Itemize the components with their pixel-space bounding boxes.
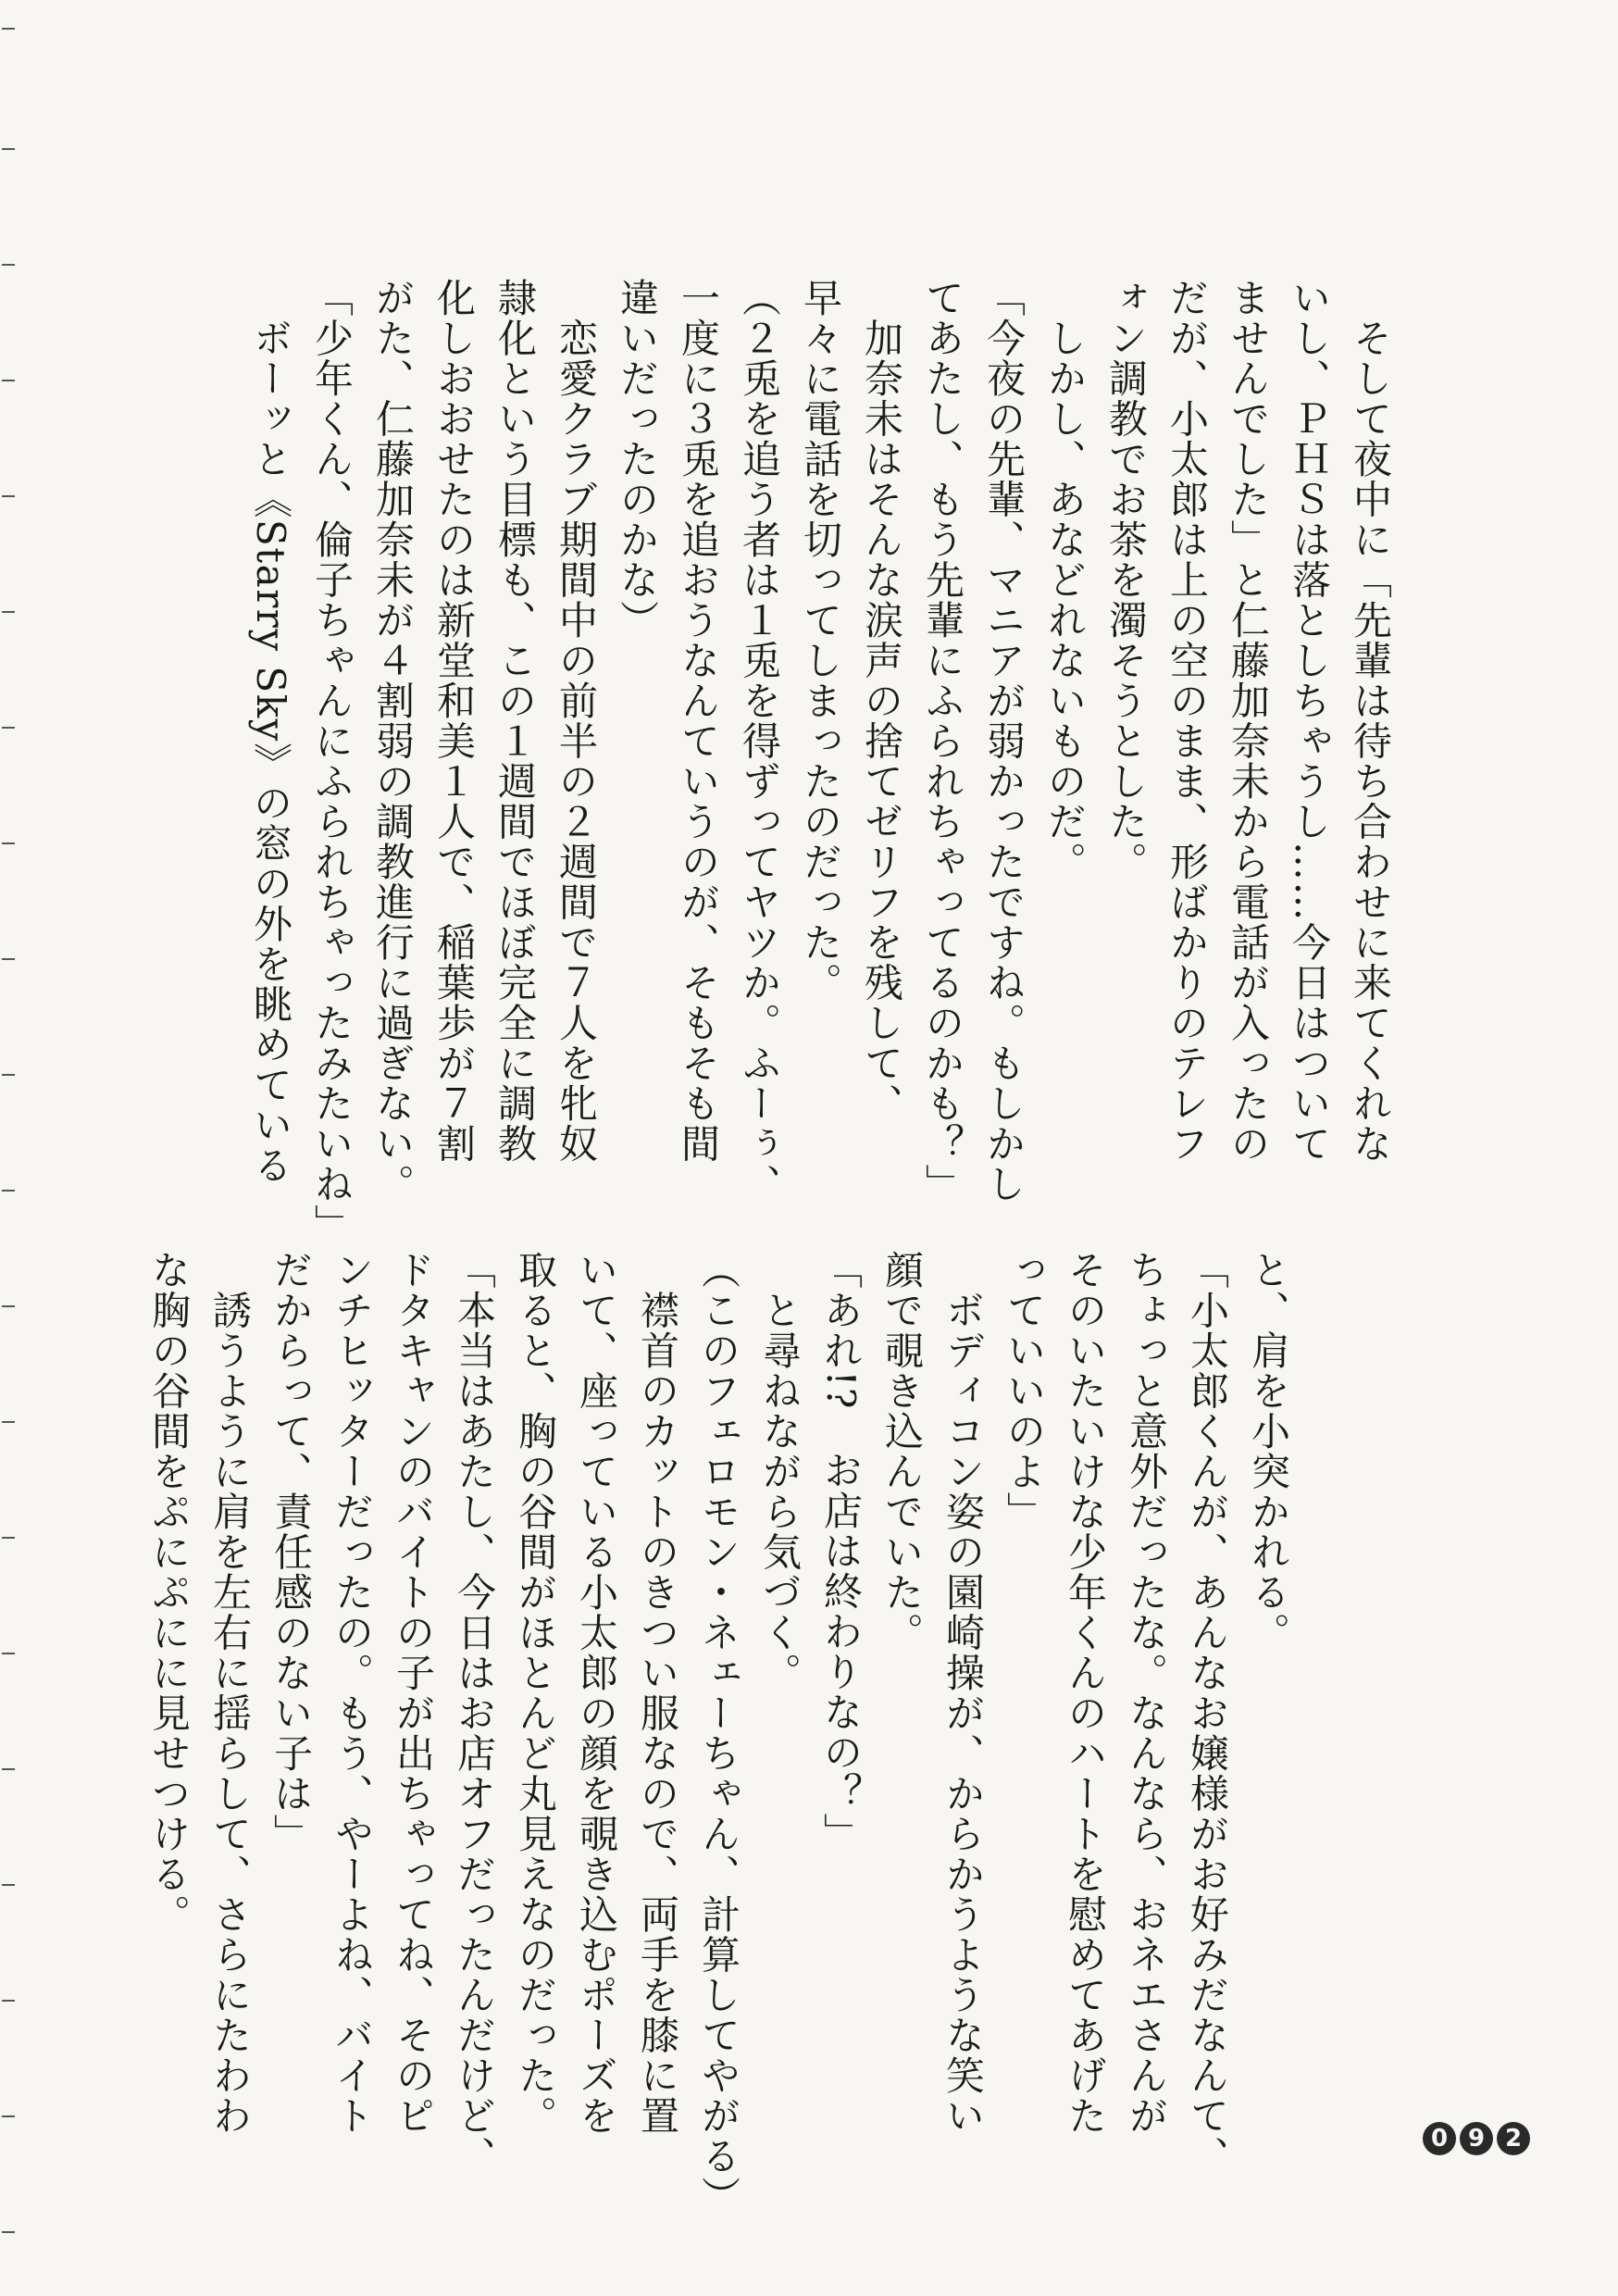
text-line: ンチヒッターだったの。もう、やーよね、バイト xyxy=(330,1250,375,2136)
text-line: 「小太郎くんが、あんなお嬢様がお好みだなんて、 xyxy=(1185,1250,1230,2177)
text-line: （２兎を追う者は１兎を得ずってヤツか。ふーぅ、 xyxy=(737,278,782,1204)
binding-mark xyxy=(2,1421,15,1423)
text-line: （このフェロモン・ネェーちゃん、計算してやがる） xyxy=(696,1250,741,2216)
text-line: 一度に３兎を追おうなんていうのが、そもそも間 xyxy=(676,278,721,1164)
text-line: と尋ねながら気づく。 xyxy=(757,1250,803,1693)
binding-mark xyxy=(2,842,15,844)
page-number-digit: 2 xyxy=(1497,2122,1530,2155)
text-line: そのいたいけな少年くんのハートを慰めてあげた xyxy=(1063,1250,1108,2136)
text-line: ォン調教でお茶を濁そうとした。 xyxy=(1103,278,1149,882)
text-line: 恋愛クラブ期間中の前半の２週間で７人を牝奴 xyxy=(554,278,599,1164)
text-line: っていいのよ」 xyxy=(1002,1250,1047,1532)
text-line: 誘うように肩を左右に揺らして、さらにたわわ xyxy=(207,1250,253,2136)
page-number-digit: 0 xyxy=(1423,2122,1456,2155)
text-line: だからって、責任感のない子は」 xyxy=(268,1250,314,1854)
binding-mark xyxy=(2,380,15,381)
text-line: 隷化という目標も、この１週間でほぼ完全に調教 xyxy=(492,278,538,1164)
binding-mark xyxy=(2,1074,15,1076)
binding-mark xyxy=(2,2231,15,2233)
text-line: だが、小太郎は上の空のまま、形ばかりのテレフ xyxy=(1164,278,1210,1164)
text-line: 「本当はあたし、今日はお店オフだったんだけど、 xyxy=(452,1250,497,2177)
binding-mark xyxy=(2,2000,15,2002)
text-line: 顔で覗き込んでいた。 xyxy=(879,1250,925,1653)
text-line: いて、座っている小太郎の顔を覗き込むポーズを xyxy=(574,1250,619,2136)
text-line: しかし、あなどれないものだ。 xyxy=(1042,278,1088,882)
binding-mark xyxy=(2,1305,15,1307)
page-number xyxy=(1423,2122,1530,2155)
binding-mark xyxy=(2,264,15,266)
binding-mark xyxy=(2,1768,15,1770)
binding-mark xyxy=(2,148,15,150)
binding-mark xyxy=(2,1653,15,1654)
text-line: な胸の谷間をぷにぷにに見せつける。 xyxy=(146,1250,192,1935)
text-line: いし、ＰＨＳは落としちゃうし……今日はついて xyxy=(1287,278,1332,1164)
binding-mark xyxy=(2,28,15,30)
page-number-digit: 9 xyxy=(1460,2122,1493,2155)
text-line: 違いだったのかな） xyxy=(615,278,660,641)
text-line: てあたし、もう先輩にふられちゃってるのかも？」 xyxy=(920,278,965,1204)
text-line: ちょっと意外だったな。なんなら、おネエさんが xyxy=(1124,1250,1169,2136)
text-line: そして夜中に「先輩は待ち合わせに来てくれな xyxy=(1348,278,1393,1164)
binding-mark xyxy=(2,727,15,729)
text-line: 「少年くん、倫子ちゃんにふられちゃったみたいね」 xyxy=(309,278,355,1244)
text-line: 早々に電話を切ってしまったのだった。 xyxy=(798,278,843,1003)
binding-mark xyxy=(2,2115,15,2117)
text-line: 化しおおせたのは新堂和美１人で、稲葉歩が７割 xyxy=(431,278,477,1164)
lower-text-block xyxy=(138,1250,1299,2216)
binding-mark xyxy=(2,1537,15,1539)
upper-text-block xyxy=(240,278,1400,1244)
binding-mark xyxy=(2,958,15,960)
binding-mark xyxy=(2,611,15,613)
text-line: ボーッと《Starry Sky》の窓の外を眺めている xyxy=(248,278,293,1186)
text-line: と、肩を小突かれる。 xyxy=(1246,1250,1291,1653)
text-line: ドタキャンのバイトの子が出ちゃってね、そのピ xyxy=(391,1250,436,2136)
text-line: 襟首のカットのきつい服なので、両手を膝に置 xyxy=(635,1250,680,2136)
text-line: がた、仁藤加奈未が４割弱の調教進行に過ぎない。 xyxy=(370,278,416,1204)
text-line: 加奈未はそんな涙声の捨てゼリフを残して、 xyxy=(859,278,904,1124)
binding-mark xyxy=(2,1190,15,1192)
text-line: 「あれ!? お店は終わりなの？」 xyxy=(818,1250,864,1853)
binding-mark xyxy=(2,1884,15,1886)
text-line: ませんでした」と仁藤加奈未から電話が入ったの xyxy=(1226,278,1271,1164)
binding-mark xyxy=(2,495,15,497)
text-line: 取ると、胸の谷間がほとんど丸見えなのだった。 xyxy=(513,1250,558,2136)
text-line: ボディコン姿の園崎操が、からかうような笑い xyxy=(940,1250,986,2136)
binding-holes xyxy=(0,0,19,2296)
text-line: 「今夜の先輩、マニアが弱かったですね。もしかし xyxy=(981,278,1027,1204)
